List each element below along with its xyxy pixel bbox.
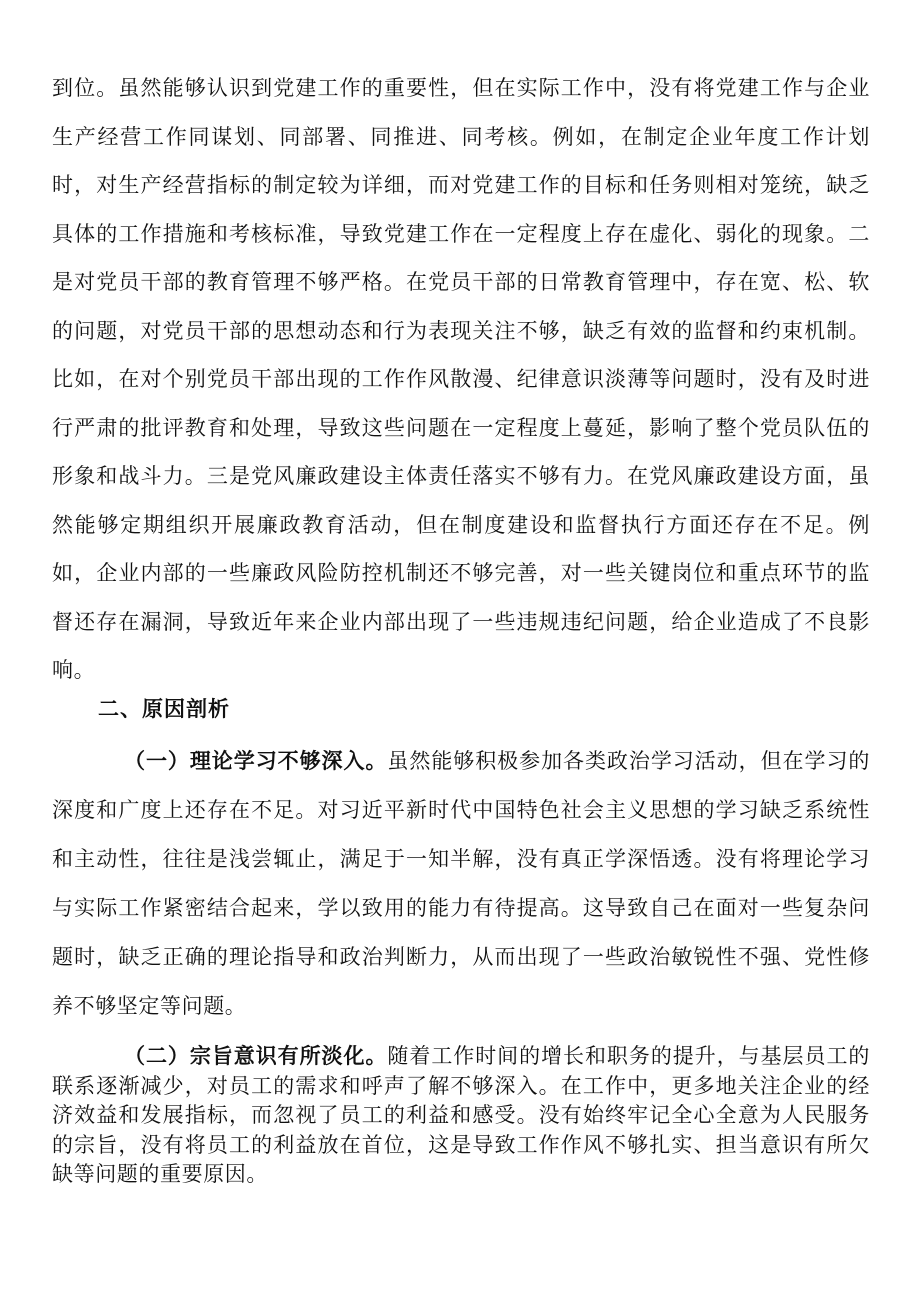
subsection-body: 虽然能够积极参加各类政治学习活动，但在学习的深度和广度上还存在不足。对习近平新时代中国特色社会主义思想的学习缺乏系统性和主动性，往往是浅尝辄止，满足于一知半解，没有真正学深悟透。没有将理论学习与实际工作紧密结合起来，学以致用的能力有待提高。这导致自己在面对一些复杂问题时，缺乏正确的理论指导和政治判断力，从而出现了一些政治敏锐性不强、党性修养不够坚定等问题。 xyxy=(52,749,870,1018)
subsection-paragraph-1 xyxy=(52,736,870,1031)
section-heading: 二、原因剖析 xyxy=(98,696,230,721)
subsection-paragraph-2 xyxy=(52,1041,870,1190)
body-paragraph: 到位。虽然能够认识到党建工作的重要性，但在实际工作中，没有将党建工作与企业生产经营工作同谋划、同部署、同推进、同考核。例如，在制定企业年度工作计划时，对生产经营指标的制定较为详细，而对党建工作的目标和任务则相对笼统，缺乏具体的工作措施和考核标准，导致党建工作在一定程度上存在虚化、弱化的现象。二是对党员干部的教育管理不够严格。在党员干部的日常教育管理中，存在宽、松、软的问题，对党员干部的思想动态和行为表现关注不够，缺乏有效的监督和约束机制。比如，在对个别党员干部出现的工作作风散漫、纪律意识淡薄等问题时，没有及时进行严肃的批评教育和处理，导致这些问题在一定程度上蔓延，影响了整个党员队伍的形象和战斗力。三是党风廉政建设主体责任落实不够有力。在党风廉政建设方面，虽然能够定期组织开展廉政教育活动，但在制度建设和监督执行方面还存在不足。例如，企业内部的一些廉政风险防控机制还不够完善，对一些关键岗位和重点环节的监督还存在漏洞，导致近年来企业内部出现了一些违规违纪问题，给企业造成了不良影响。 xyxy=(52,76,870,682)
subsection-body: 随着工作时间的增长和职务的提升，与基层员工的联系逐渐减少，对员工的需求和呼声了解不够深入。在工作中，更多地关注企业的经济效益和发展指标，而忽视了员工的利益和感受。没有始终牢记全心全意为人民服务的宗旨，没有将员工的利益放在首位，这是导致工作作风不够扎实、担当意识有所欠缺等问题的重要原因。 xyxy=(52,1044,870,1186)
subsection-lead: （二）宗旨意识有所淡化。 xyxy=(124,1043,388,1068)
subsection-lead: （一）理论学习不够深入。 xyxy=(124,748,388,773)
